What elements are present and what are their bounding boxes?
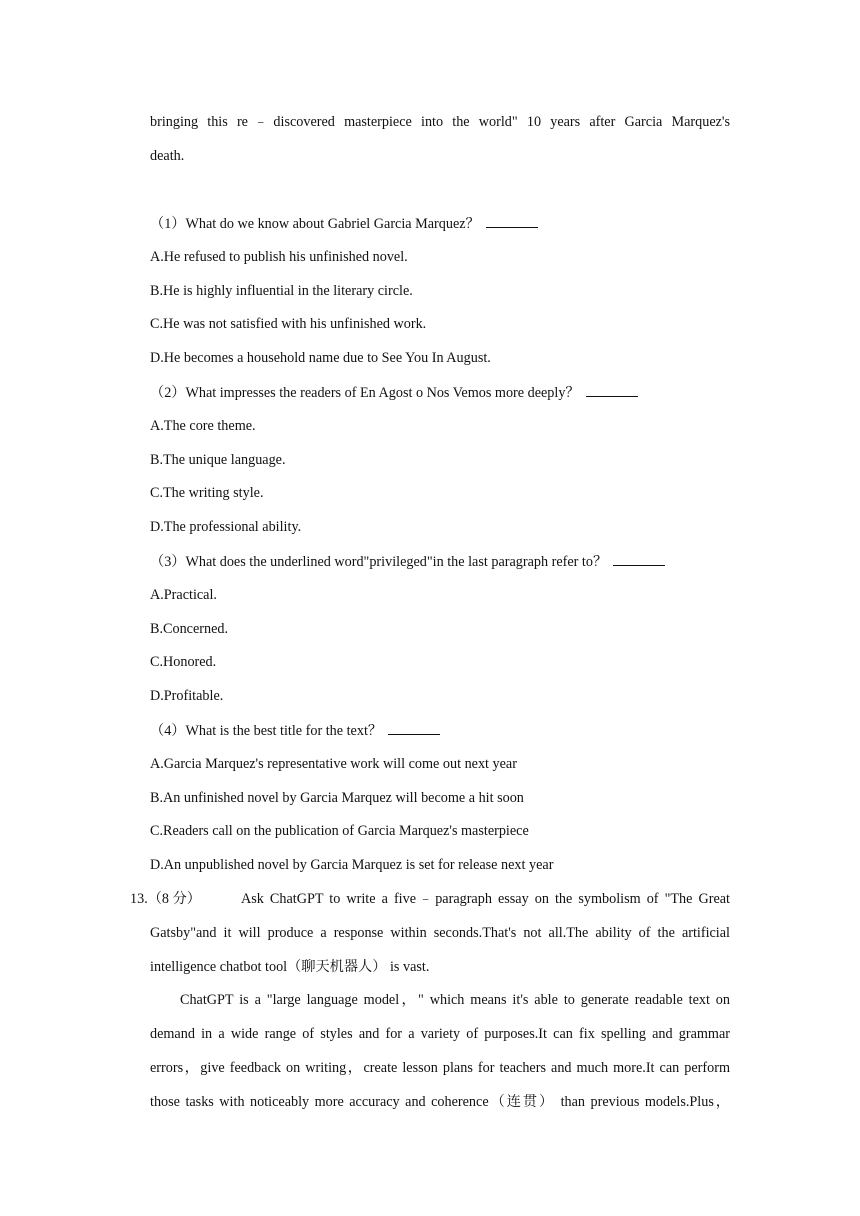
answer-blank[interactable]	[486, 213, 538, 228]
passage-line: bringing this re﹣discovered masterpiece into the world" 10 years after Garcia Marquez's	[150, 114, 730, 130]
question-stem: （4）What is the best title for the text？	[150, 720, 730, 741]
option: B.Concerned.	[150, 621, 229, 637]
option: A.The core theme.	[150, 418, 256, 434]
answer-blank[interactable]	[586, 382, 638, 397]
question-stem: （1）What do we know about Gabriel Garcia Marquez？	[150, 213, 730, 234]
passage-line: intelligence chatbot tool（聊天机器人） is vast.	[150, 959, 430, 975]
answer-blank[interactable]	[613, 551, 665, 566]
option: C.Readers call on the publication of Garcia Marquez's masterpiece	[150, 823, 529, 839]
option: D.An unpublished novel by Garcia Marquez is set for release next year	[150, 857, 554, 873]
option: D.Profitable.	[150, 688, 224, 704]
passage-line: Gatsby"and it will produce a response within seconds.That's not all.The ability of the artificial	[150, 925, 730, 941]
option: D.He becomes a household name due to See You In August.	[150, 350, 491, 366]
option: A.Garcia Marquez's representative work will come out next year	[150, 756, 517, 772]
passage-line: demand in a wide range of styles and for a variety of purposes.It can fix spelling and grammar	[150, 1026, 730, 1042]
option: B.The unique language.	[150, 452, 286, 468]
passage-line: errors，give feedback on writing，create lesson plans for teachers and much more.It can perform	[150, 1060, 730, 1076]
option: D.The professional ability.	[150, 519, 302, 535]
passage-line: those tasks with noticeably more accuracy and coherence（连贯） than previous models.Plus，	[150, 1094, 730, 1110]
passage-line: ChatGPT is a "large language model，" which means it's able to generate readable text on	[180, 992, 730, 1008]
option: A.He refused to publish his unfinished novel.	[150, 249, 408, 265]
option: C.He was not satisfied with his unfinished work.	[150, 316, 427, 332]
answer-blank[interactable]	[388, 720, 440, 735]
option: C.The writing style.	[150, 485, 264, 501]
question-stem: （3）What does the underlined word"privileged"in the last paragraph refer to？	[150, 551, 730, 572]
option: A.Practical.	[150, 587, 217, 603]
question-stem: （2）What impresses the readers of En Agost o Nos Vemos more deeply？	[150, 382, 730, 403]
option: B.He is highly influential in the literary circle.	[150, 283, 413, 299]
option: C.Honored.	[150, 654, 217, 670]
passage-line: death.	[150, 148, 185, 164]
question-number: 13.（8 分）	[130, 891, 201, 907]
passage-line: Ask ChatGPT to write a five﹣paragraph essay on the symbolism of "The Great	[241, 891, 730, 907]
option: B.An unfinished novel by Garcia Marquez will become a hit soon	[150, 790, 524, 806]
